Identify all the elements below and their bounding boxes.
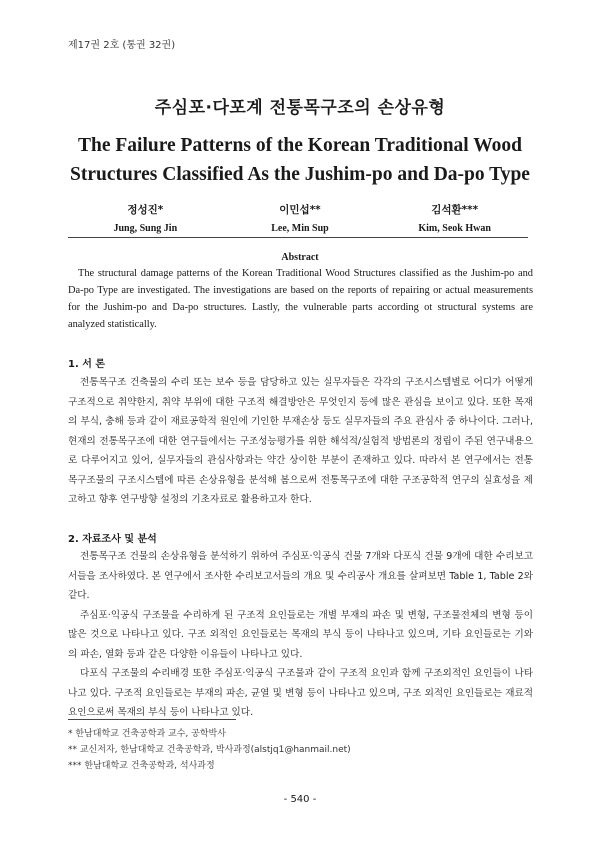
header-divider xyxy=(68,237,528,238)
section-heading-introduction: 1. 서 론 xyxy=(68,359,106,370)
running-header: 제17권 2호 (통권 32권) xyxy=(68,40,176,51)
page-number: - 540 - xyxy=(283,794,317,805)
author-name-korean: 정성진* xyxy=(127,204,164,216)
title-korean: 주심포·다포계 전통목구조의 손상유형 xyxy=(154,98,446,118)
footnote: ** 교신저자, 한남대학교 건축공학과, 박사과정(alstjq1@hanmail.net) xyxy=(68,745,351,755)
paragraph: 전통목구조 건물의 손상유형을 분석하기 위하여 주심포·익공식 건물 7개와 다포식 건물 9개에 대한 수리보고서들을 조사하였다. 본 연구에서 조사한 수리보고서들의 개요 및 수리공사 개요를 살펴보면 Table 1, Table 2와 같다. xyxy=(68,551,533,601)
footnote: * 한남대학교 건축공학과 교수, 공학박사 xyxy=(68,729,226,739)
abstract-heading: Abstract xyxy=(281,252,319,263)
author-3 xyxy=(385,202,525,234)
footnote-divider xyxy=(68,719,236,720)
title-english: The Failure Patterns of the Korean Traditional Wood Structures Classified As the Jushim-po and Da-po Type xyxy=(70,135,530,185)
section-heading-data-analysis: 2. 자료조사 및 분석 xyxy=(68,534,157,545)
author-name-korean: 김석환*** xyxy=(431,204,479,216)
section-body-introduction xyxy=(68,373,533,510)
footnote: *** 한남대학교 건축공학과, 석사과정 xyxy=(68,761,215,771)
author-name-english: Jung, Sung Jin xyxy=(113,223,178,234)
author-1 xyxy=(75,202,215,234)
author-name-korean: 이민섭** xyxy=(279,204,321,216)
section-body-data-analysis xyxy=(68,547,533,723)
abstract-text: The structural damage patterns of the Korean Traditional Wood Structures classified as the Jushim-po and Da-po Type are investigated. The investigations are based on the reports of repairing or actual measurements for the Jushim-po and Da-po structures. Lastly, the vulnerable parts according ot structural systems are analyzed statistically. xyxy=(68,268,533,330)
paragraph: 전통목구조 건축물의 수리 또는 보수 등을 담당하고 있는 실무자들은 각각의 구조시스템별로 어디가 어떻게 구조적으로 취약한지, 취약 부위에 대한 구조적 해결방안은 무엇인지 등에 많은 관심을 보이고 있다. 또한 목재의 부식, 충해 등과 같이 재료공학적 원인에 기인한 부재손상 등도 실무자들의 주요 관심사 중 하나이다. 그러나, 현재의 전통목구조에 대한 연구들에서는 구조성능평가를 위한 해석적/실험적 방법론의 정립이 주된 연구내용으로 다루어지고 있어, 실무자들의 관심사항과는 약간 상이한 부분이 존재하고 있다. 따라서 본 연구에서는 전통 목구조물의 구조시스템에 따른 손상유형을 분석해 봄으로써 전통목구조에 대한 구조공학적 연구의 실효성을 제고하고 향후 연구방향 설정의 기초자료로 활용하고자 한다. xyxy=(68,377,533,505)
paragraph: 다포식 구조물의 수리배경 또한 주심포·익공식 구조물과 같이 구조적 요인과 함께 구조외적인 요인들이 나타나고 있다. 구조적 요인들로는 부재의 파손, 균열 및 변형 등이 나타나고 있으며, 구조 외적인 요인들로는 재료적 요인으로써 목재의 부식 등이 나타나고 있다. xyxy=(68,668,533,718)
author-name-english: Lee, Min Sup xyxy=(271,223,329,234)
paragraph: 주심포·익공식 구조물을 수리하게 된 구조적 요인들로는 개별 부재의 파손 및 변형, 구조물전체의 변형 등이 많은 것으로 나타나고 있다. 구조 외적인 요인들로는 목재의 부식 등이 나타나고 있으며, 기타 요인들로는 기와의 파손, 열화 등과 같은 다양한 이유들이 나타나고 있다. xyxy=(68,609,533,660)
author-2 xyxy=(230,202,370,234)
author-list xyxy=(68,202,532,234)
author-name-english: Kim, Seok Hwan xyxy=(418,223,491,234)
footnotes xyxy=(68,726,538,774)
